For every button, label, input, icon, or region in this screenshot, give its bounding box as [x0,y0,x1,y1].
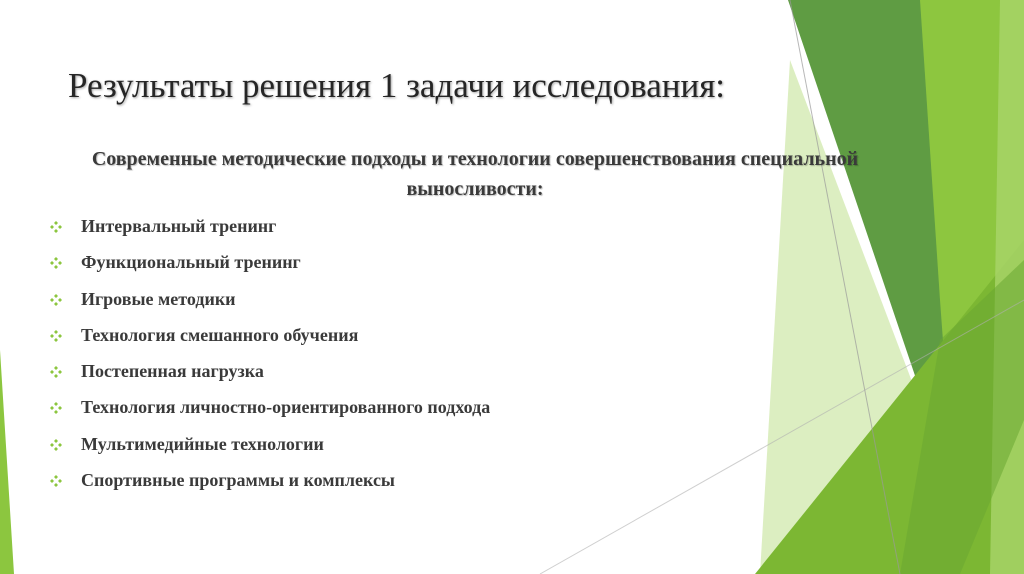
bullet-text: Игровые методики [81,288,236,309]
bullet-item [50,249,490,285]
bullet-item [50,358,490,394]
bullet-text: Мультимедийные технологии [81,433,324,454]
bullet-text: Технология личностно-ориентированного подхода [81,397,491,418]
diamond-bullet-icon [50,330,62,342]
bullet-item [50,286,490,322]
bullet-item [50,322,490,358]
bullet-item [50,213,490,249]
bullet-item [50,467,490,503]
diamond-bullet-icon [50,402,62,414]
bullet-text: Постепенная нагрузка [81,361,264,382]
bullet-list [50,213,490,503]
bullet-text: Интервальный тренинг [81,216,277,236]
bullet-item [50,394,490,430]
diamond-bullet-icon [50,366,62,378]
diamond-bullet-icon [50,257,62,269]
bullet-text: Спортивные программы и комплексы [81,470,395,491]
left-green-sliver [0,350,14,574]
diamond-bullet-icon [50,294,62,306]
bullet-text: Функциональный тренинг [81,252,301,273]
diamond-bullet-icon [50,475,62,487]
bullet-text: Технология смешанного обучения [81,324,359,345]
diamond-bullet-icon [50,221,62,233]
slide-subtitle: Современные методические подходы и технологии совершенствования специальной выносливости: [91,148,859,200]
slide-title: Результаты решения 1 задачи исследования: [68,66,726,105]
diamond-bullet-icon [50,439,62,451]
bullet-item [50,431,490,467]
